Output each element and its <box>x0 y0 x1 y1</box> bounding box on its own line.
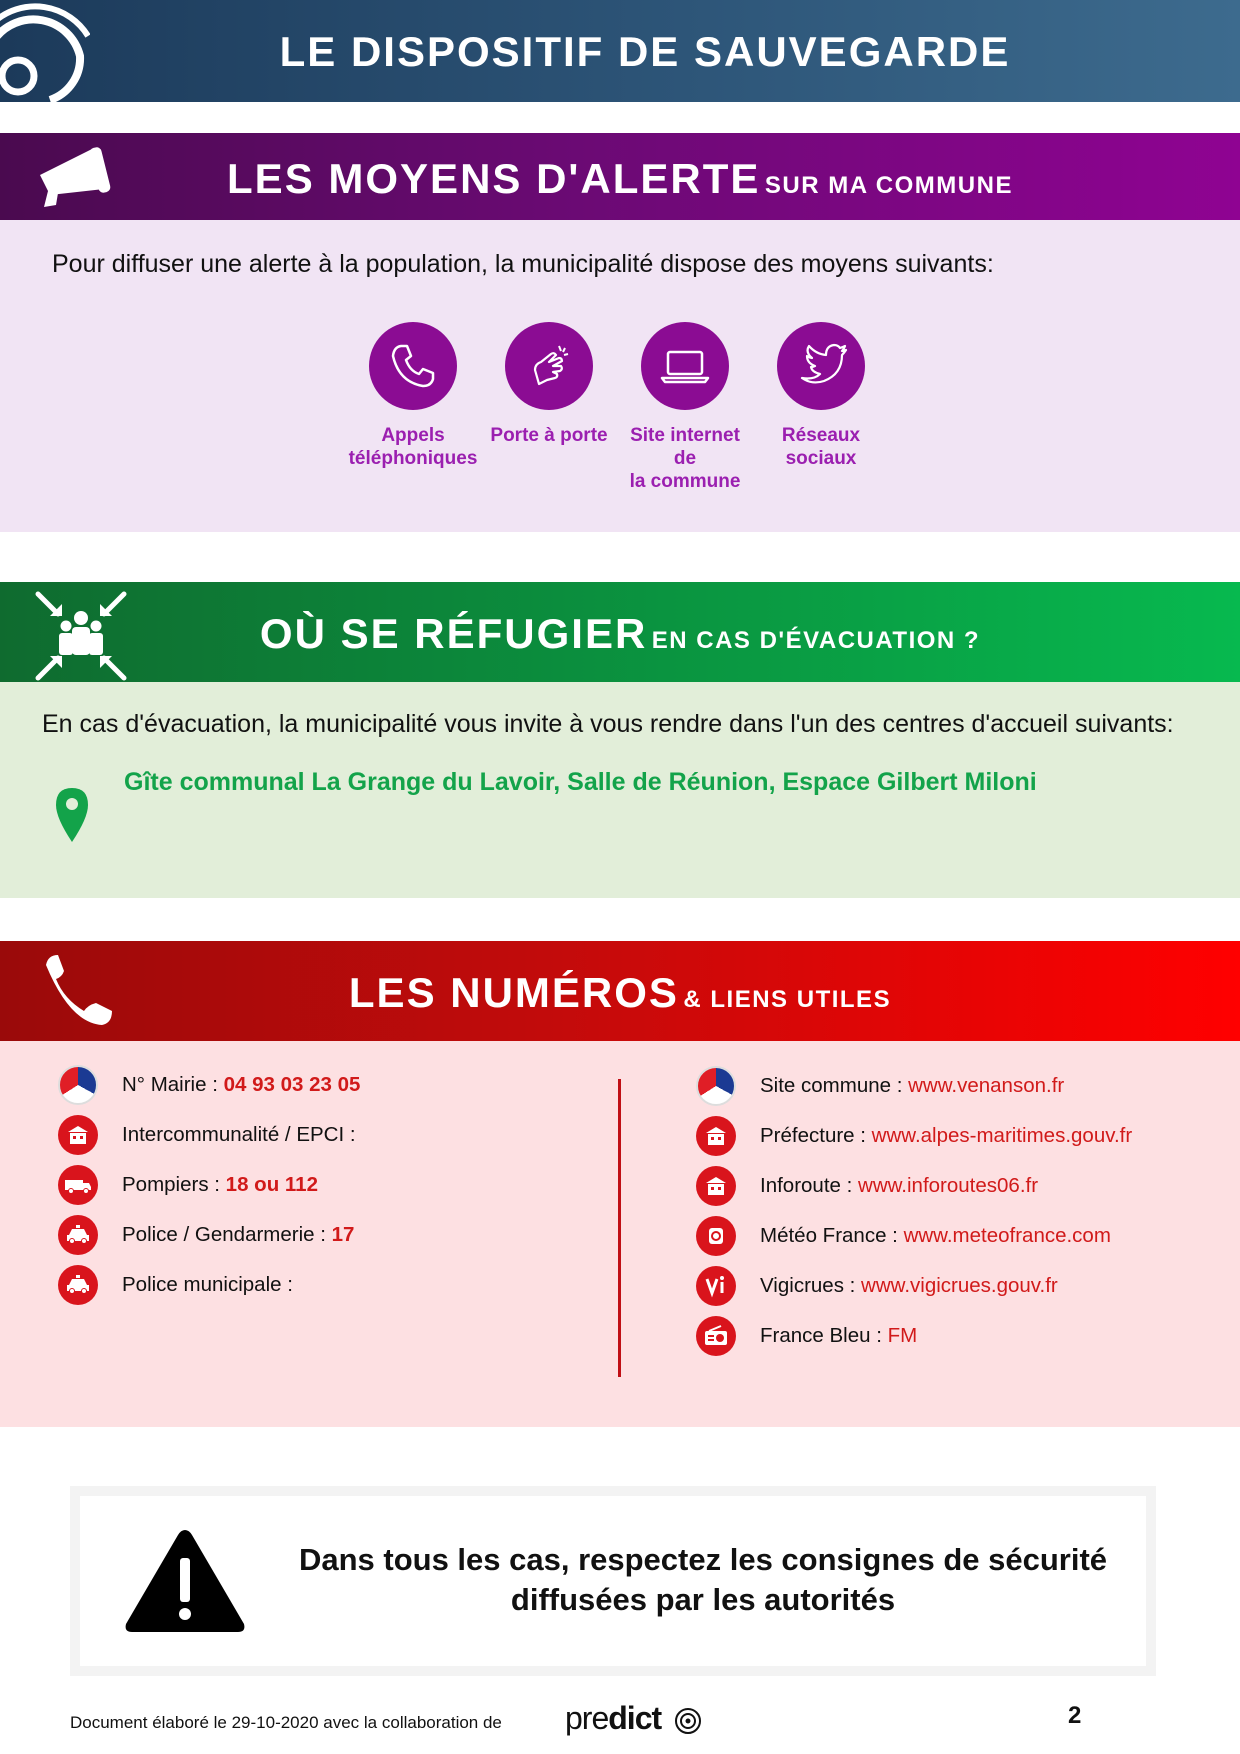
alert-mean-phone <box>345 322 481 470</box>
link-row-prefecture: Préfecture : www.alpes-maritimes.gouv.fr <box>696 1116 1132 1156</box>
alert-section-title: LES MOYENS D'ALERTE SUR MA COMMUNE <box>227 155 1013 202</box>
laptop-icon <box>641 322 729 410</box>
contact-row-pompiers: Pompiers : 18 ou 112 <box>58 1165 318 1205</box>
town-hall-flag-icon <box>58 1065 98 1105</box>
safety-warning-text: Dans tous les cas, respectez les consignes de sécurité diffusées par les autorités <box>298 1542 1108 1617</box>
alert-mean-door <box>481 322 617 447</box>
safety-warning-box <box>70 1486 1156 1676</box>
twitter-bird-icon <box>777 322 865 410</box>
map-pin-icon <box>54 786 90 844</box>
commune-link[interactable]: www.venanson.fr <box>908 1074 1065 1097</box>
refuge-section-header <box>0 582 1240 682</box>
meteo-icon <box>696 1216 736 1256</box>
refuge-section-body <box>0 682 1240 898</box>
alert-mean-website <box>617 322 753 493</box>
contact-row-mairie: N° Mairie : 04 93 03 23 05 <box>58 1065 360 1105</box>
link-row-meteo: Météo France : www.meteofrance.com <box>696 1216 1111 1256</box>
inforoute-link[interactable]: www.inforoutes06.fr <box>858 1174 1039 1197</box>
contact-row-police: Police / Gendarmerie : 17 <box>58 1215 354 1255</box>
alert-mean-label: Appels téléphoniques <box>348 425 478 469</box>
alert-section-body <box>0 220 1240 532</box>
warning-triangle-icon <box>122 1526 248 1636</box>
police-car-icon <box>58 1215 98 1255</box>
alert-mean-label: Site internet de la commune <box>629 425 741 492</box>
refuge-centers-list: Gîte communal La Grange du Lavoir, Salle de Réunion, Espace Gilbert Miloni <box>124 768 1037 796</box>
pompiers-phone[interactable]: 18 ou 112 <box>225 1173 318 1196</box>
link-row-commune: Site commune : www.venanson.fr <box>696 1066 1064 1106</box>
police-car-icon <box>58 1265 98 1305</box>
vigicrues-icon <box>696 1266 736 1306</box>
contact-row-police-municipale: Police municipale : <box>58 1265 293 1305</box>
link-row-inforoute: Inforoute : www.inforoutes06.fr <box>696 1166 1038 1206</box>
radio-icon <box>696 1316 736 1356</box>
alert-intro-text: Pour diffuser une alerte à la population, la municipalité dispose des moyens suivants: <box>52 250 994 278</box>
link-row-vigicrues: Vigicrues : www.vigicrues.gouv.fr <box>696 1266 1058 1306</box>
top-banner <box>0 0 1240 102</box>
fire-truck-icon <box>58 1165 98 1205</box>
town-hall-flag-icon <box>696 1066 736 1106</box>
page-title: LE DISPOSITIF DE SAUVEGARDE <box>279 28 1011 75</box>
numbers-section-body <box>0 1041 1240 1427</box>
francebleu-frequency: FM <box>887 1324 918 1347</box>
building-icon <box>58 1115 98 1155</box>
mairie-phone[interactable]: 04 93 03 23 05 <box>223 1073 361 1096</box>
numbers-section-header <box>0 941 1240 1041</box>
footer-text: Document élaboré le 29-10-2020 avec la collaboration de <box>70 1713 502 1732</box>
phone-icon <box>369 322 457 410</box>
vigicrues-link[interactable]: www.vigicrues.gouv.fr <box>861 1274 1058 1297</box>
page-number: 2 <box>1068 1702 1082 1729</box>
alert-mean-social <box>753 322 889 470</box>
predict-logo: predict <box>565 1700 662 1736</box>
police-phone[interactable]: 17 <box>331 1223 355 1246</box>
building-icon <box>696 1166 736 1206</box>
link-row-francebleu: France Bleu : FM <box>696 1316 917 1356</box>
alert-mean-label: Réseaux sociaux <box>781 425 861 469</box>
predict-logo-icon <box>674 1707 702 1735</box>
alert-section-header <box>0 133 1240 220</box>
building-icon <box>696 1116 736 1156</box>
refuge-intro-text: En cas d'évacuation, la municipalité vous invite à vous rendre dans l'un des centres d'accueil suivants: <box>42 710 1174 738</box>
prefecture-link[interactable]: www.alpes-maritimes.gouv.fr <box>871 1124 1133 1147</box>
knock-hand-icon <box>505 322 593 410</box>
numbers-section-title: LES NUMÉROS & LIENS UTILES <box>348 969 892 1016</box>
refuge-section-title: OÙ SE RÉFUGIER EN CAS D'ÉVACUATION ? <box>259 610 981 657</box>
contact-row-epci: Intercommunalité / EPCI : <box>58 1115 356 1155</box>
meteo-link[interactable]: www.meteofrance.com <box>903 1224 1111 1247</box>
column-divider <box>618 1079 621 1377</box>
alert-mean-label: Porte à porte <box>490 425 608 446</box>
